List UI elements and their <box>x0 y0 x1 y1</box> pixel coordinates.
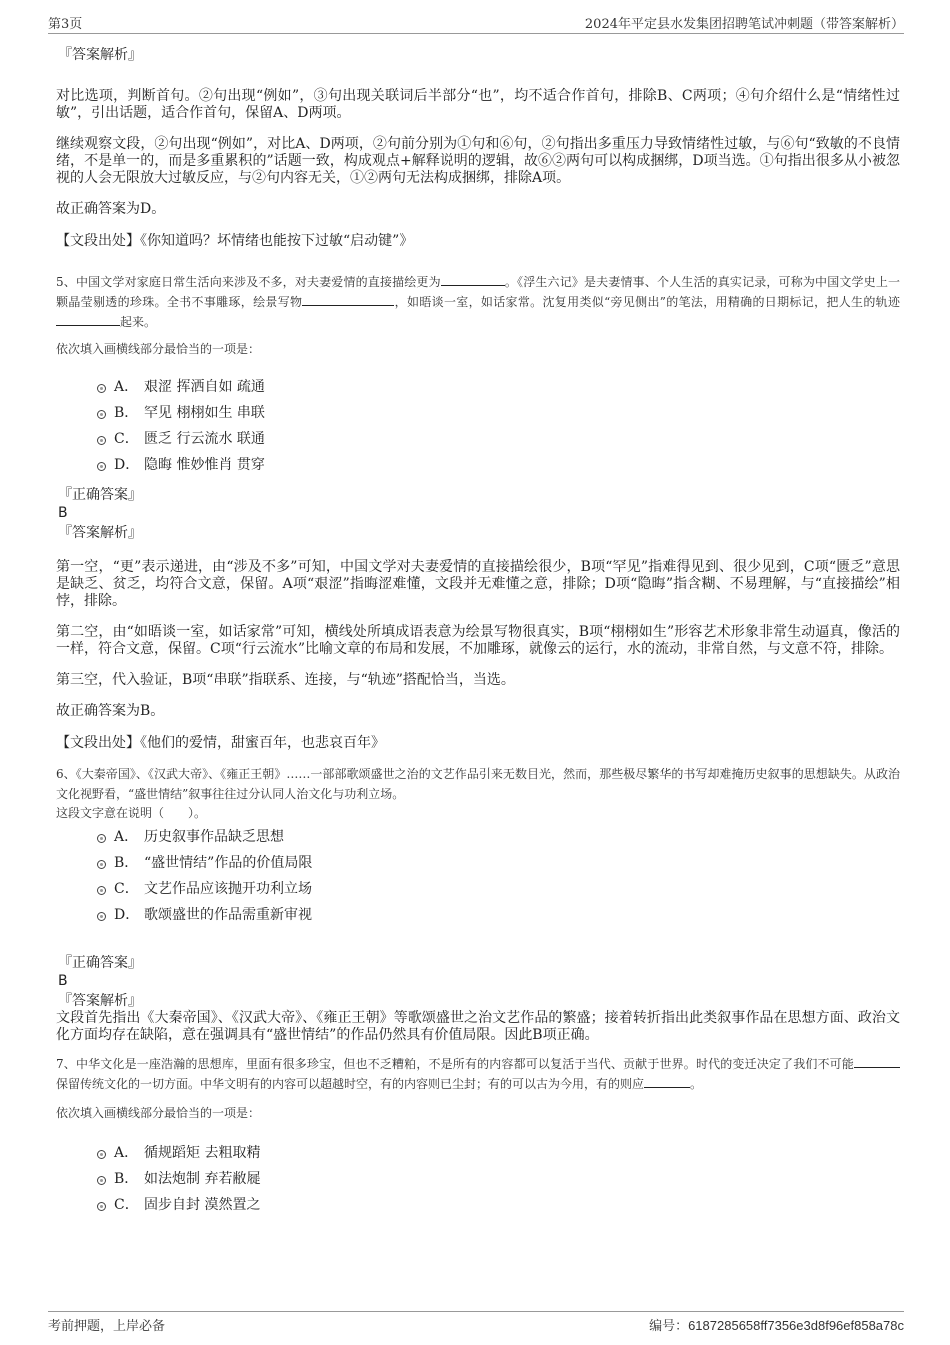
radio-button[interactable] <box>97 384 106 393</box>
q5-option-d[interactable]: D． 隐晦 惟妙惟肖 贯穿 <box>56 456 900 474</box>
q6-question: 6、《大秦帝国》、《汉武大帝》、《雍正王朝》……一部部歌颂盛世之治的文艺作品引来无数目光，然而，那些极尽繁华的书写却难掩历史叙事的思想缺失。从政治文化视野看，“盛世情结”叙事往往过分认同人治文化与功利立场。 <box>56 767 900 801</box>
radio-button[interactable] <box>97 834 106 843</box>
fill-blank <box>302 292 394 306</box>
radio-button[interactable] <box>97 462 106 471</box>
document-body <box>56 40 900 1214</box>
document-title: 2024年平定县水发集团招聘笔试冲刺题（带答案解析） <box>584 17 904 32</box>
q4-source: 【文段出处】《你知道吗？坏情绪也能按下过敏“启动键”》 <box>56 233 414 249</box>
q7-option-b[interactable]: B． 如法炮制 弃若敝屣 <box>56 1170 900 1188</box>
q5-analysis-p3: 第三空，代入验证，B项“串联”指联系、连接，与“轨迹”搭配恰当，当选。 <box>56 672 515 688</box>
q5-analysis-p2: 第二空，由“如晤谈一室，如话家常”可知，横线处所填成语表意为绘景写物很真实，B项“栩栩如生”形容艺术形象非常生动逼真，像活的一样，符合文意，保留。C项“行云流水”比喻文章的布局和发展，不加雕琢，就像云的运行，水的流动，非常自然，与文意不符，排除。 <box>56 624 900 657</box>
radio-button[interactable] <box>97 886 106 895</box>
q5-analysis-p4: 故正确答案为B。 <box>56 703 165 719</box>
q5-analysis-tag: 『答案解析』 <box>58 525 142 541</box>
q7-instruction: 依次填入画横线部分最恰当的一项是： <box>56 1106 261 1120</box>
radio-button[interactable] <box>97 436 106 445</box>
fill-blank <box>644 1074 690 1088</box>
document-code: 编号：6187285658ff7356e3d8f96ef858a78c <box>649 1318 904 1334</box>
q5-answer: B <box>58 505 68 521</box>
q4-analysis-p3: 故正确答案为D。 <box>56 201 166 217</box>
q6-correct-tag: 『正确答案』 <box>58 955 142 971</box>
q6-option-a[interactable]: A． 历史叙事作品缺乏思想 <box>56 828 900 846</box>
q5-option-a[interactable]: A． 艰涩 挥洒自如 疏通 <box>56 378 900 396</box>
q5-instruction: 依次填入画横线部分最恰当的一项是： <box>56 342 261 356</box>
q5-options <box>56 378 900 474</box>
page-footer <box>48 1311 904 1334</box>
q4-analysis-p1: 对比选项，判断首句。②句出现“例如”，③句出现关联词后半部分“也”，均不适合作首句，排除B、C两项；④句介绍什么是“情绪性过敏”，引出话题，适合作首句，保留A、D两项。 <box>56 88 900 121</box>
q6-analysis-tag: 『答案解析』 <box>58 993 142 1009</box>
page-number: 第3页 <box>48 17 83 32</box>
q4-analysis-p2: 继续观察文段，②句出现“例如”，对比A、D两项，②句前分别为①句和⑥句，②句指出多重压力导致情绪性过敏，与⑥句“致敏的不良情绪，不是单一的，而是多重累积的”话题一致，构成观点+解释说明的逻辑，故⑥②两句可以构成捆绑，D项当选。①句指出很多从小被忽视的人会无限放大过敏反应，与②句内容无关，①②两句无法构成捆绑，排除A项。 <box>56 136 900 186</box>
fill-blank <box>854 1054 900 1068</box>
q6-option-d[interactable]: D． 歌颂盛世的作品需重新审视 <box>56 906 900 924</box>
q6-option-c[interactable]: C． 文艺作品应该抛开功利立场 <box>56 880 900 898</box>
q5-question: 5、中国文学对家庭日常生活向来涉及不多，对夫妻爱情的直接描绘更为 。《浮生六记》是夫妻情事、个人生活的真实记录，可称为中国文学史上一颗晶莹剔透的珍珠。全书不事雕琢，绘景写物 ，如晤谈一室，如话家常。沈复用类似“旁见侧出”的笔法，用精确的日期标记，把人生的轨迹起来。 <box>56 272 900 332</box>
q5-correct-tag: 『正确答案』 <box>58 487 142 503</box>
fill-blank <box>56 312 120 326</box>
q7-option-a[interactable]: A． 循规蹈矩 去粗取精 <box>56 1144 900 1162</box>
q7-options <box>56 1144 900 1214</box>
radio-button[interactable] <box>97 410 106 419</box>
q5-source: 【文段出处】《他们的爱情，甜蜜百年，也悲哀百年》 <box>56 735 385 751</box>
q6-option-b[interactable]: B． “盛世情结”作品的价值局限 <box>56 854 900 872</box>
q5-option-c[interactable]: C． 匮乏 行云流水 联通 <box>56 430 900 448</box>
q4-analysis-tag: 『答案解析』 <box>58 47 142 63</box>
q7-question: 7、中华文化是一座浩瀚的思想库，里面有很多珍宝，但也不乏糟粕，不是所有的内容都可以复活于当代、贡献于世界。时代的变迁决定了我们不可能保留传统文化的一切方面。中华文明有的内容可以超越时空，有的内容则已尘封；有的可以古为今用，有的则应 。 <box>56 1054 900 1094</box>
q5-analysis-p1: 第一空，“更”表示递进，由“涉及不多”可知，中国文学对夫妻爱情的直接描绘很少，B项“罕见”指难得见到、很少见到，C项“匮乏”意思是缺乏、贫乏，均符合文意，保留。A项“艰涩”指晦涩难懂，文段并无难懂之意，排除；D项“隐晦”指含糊、不易理解，与“直接描绘”相悖，排除。 <box>56 559 900 609</box>
q5-option-b[interactable]: B． 罕见 栩栩如生 串联 <box>56 404 900 422</box>
q6-answer: B <box>58 973 68 989</box>
radio-button[interactable] <box>97 860 106 869</box>
radio-button[interactable] <box>97 912 106 921</box>
page-header <box>48 13 904 34</box>
q6-analysis-p1: 文段首先指出《大秦帝国》、《汉武大帝》、《雍正王朝》等歌颂盛世之治文艺作品的繁盛；接着转折指出此类叙事作品在思想方面、政治文化方面均存在缺陷，意在强调具有“盛世情结”的作品仍然具有价值局限。因此B项正确。 <box>56 1010 900 1043</box>
radio-button[interactable] <box>97 1176 106 1185</box>
q6-ask: 这段文字意在说明（ ）。 <box>56 806 207 820</box>
footer-slogan: 考前押题，上岸必备 <box>48 1319 166 1334</box>
radio-button[interactable] <box>97 1202 106 1211</box>
radio-button[interactable] <box>97 1150 106 1159</box>
fill-blank <box>441 272 505 286</box>
q7-option-c[interactable]: C． 固步自封 漠然置之 <box>56 1196 900 1214</box>
q6-options <box>56 828 900 924</box>
